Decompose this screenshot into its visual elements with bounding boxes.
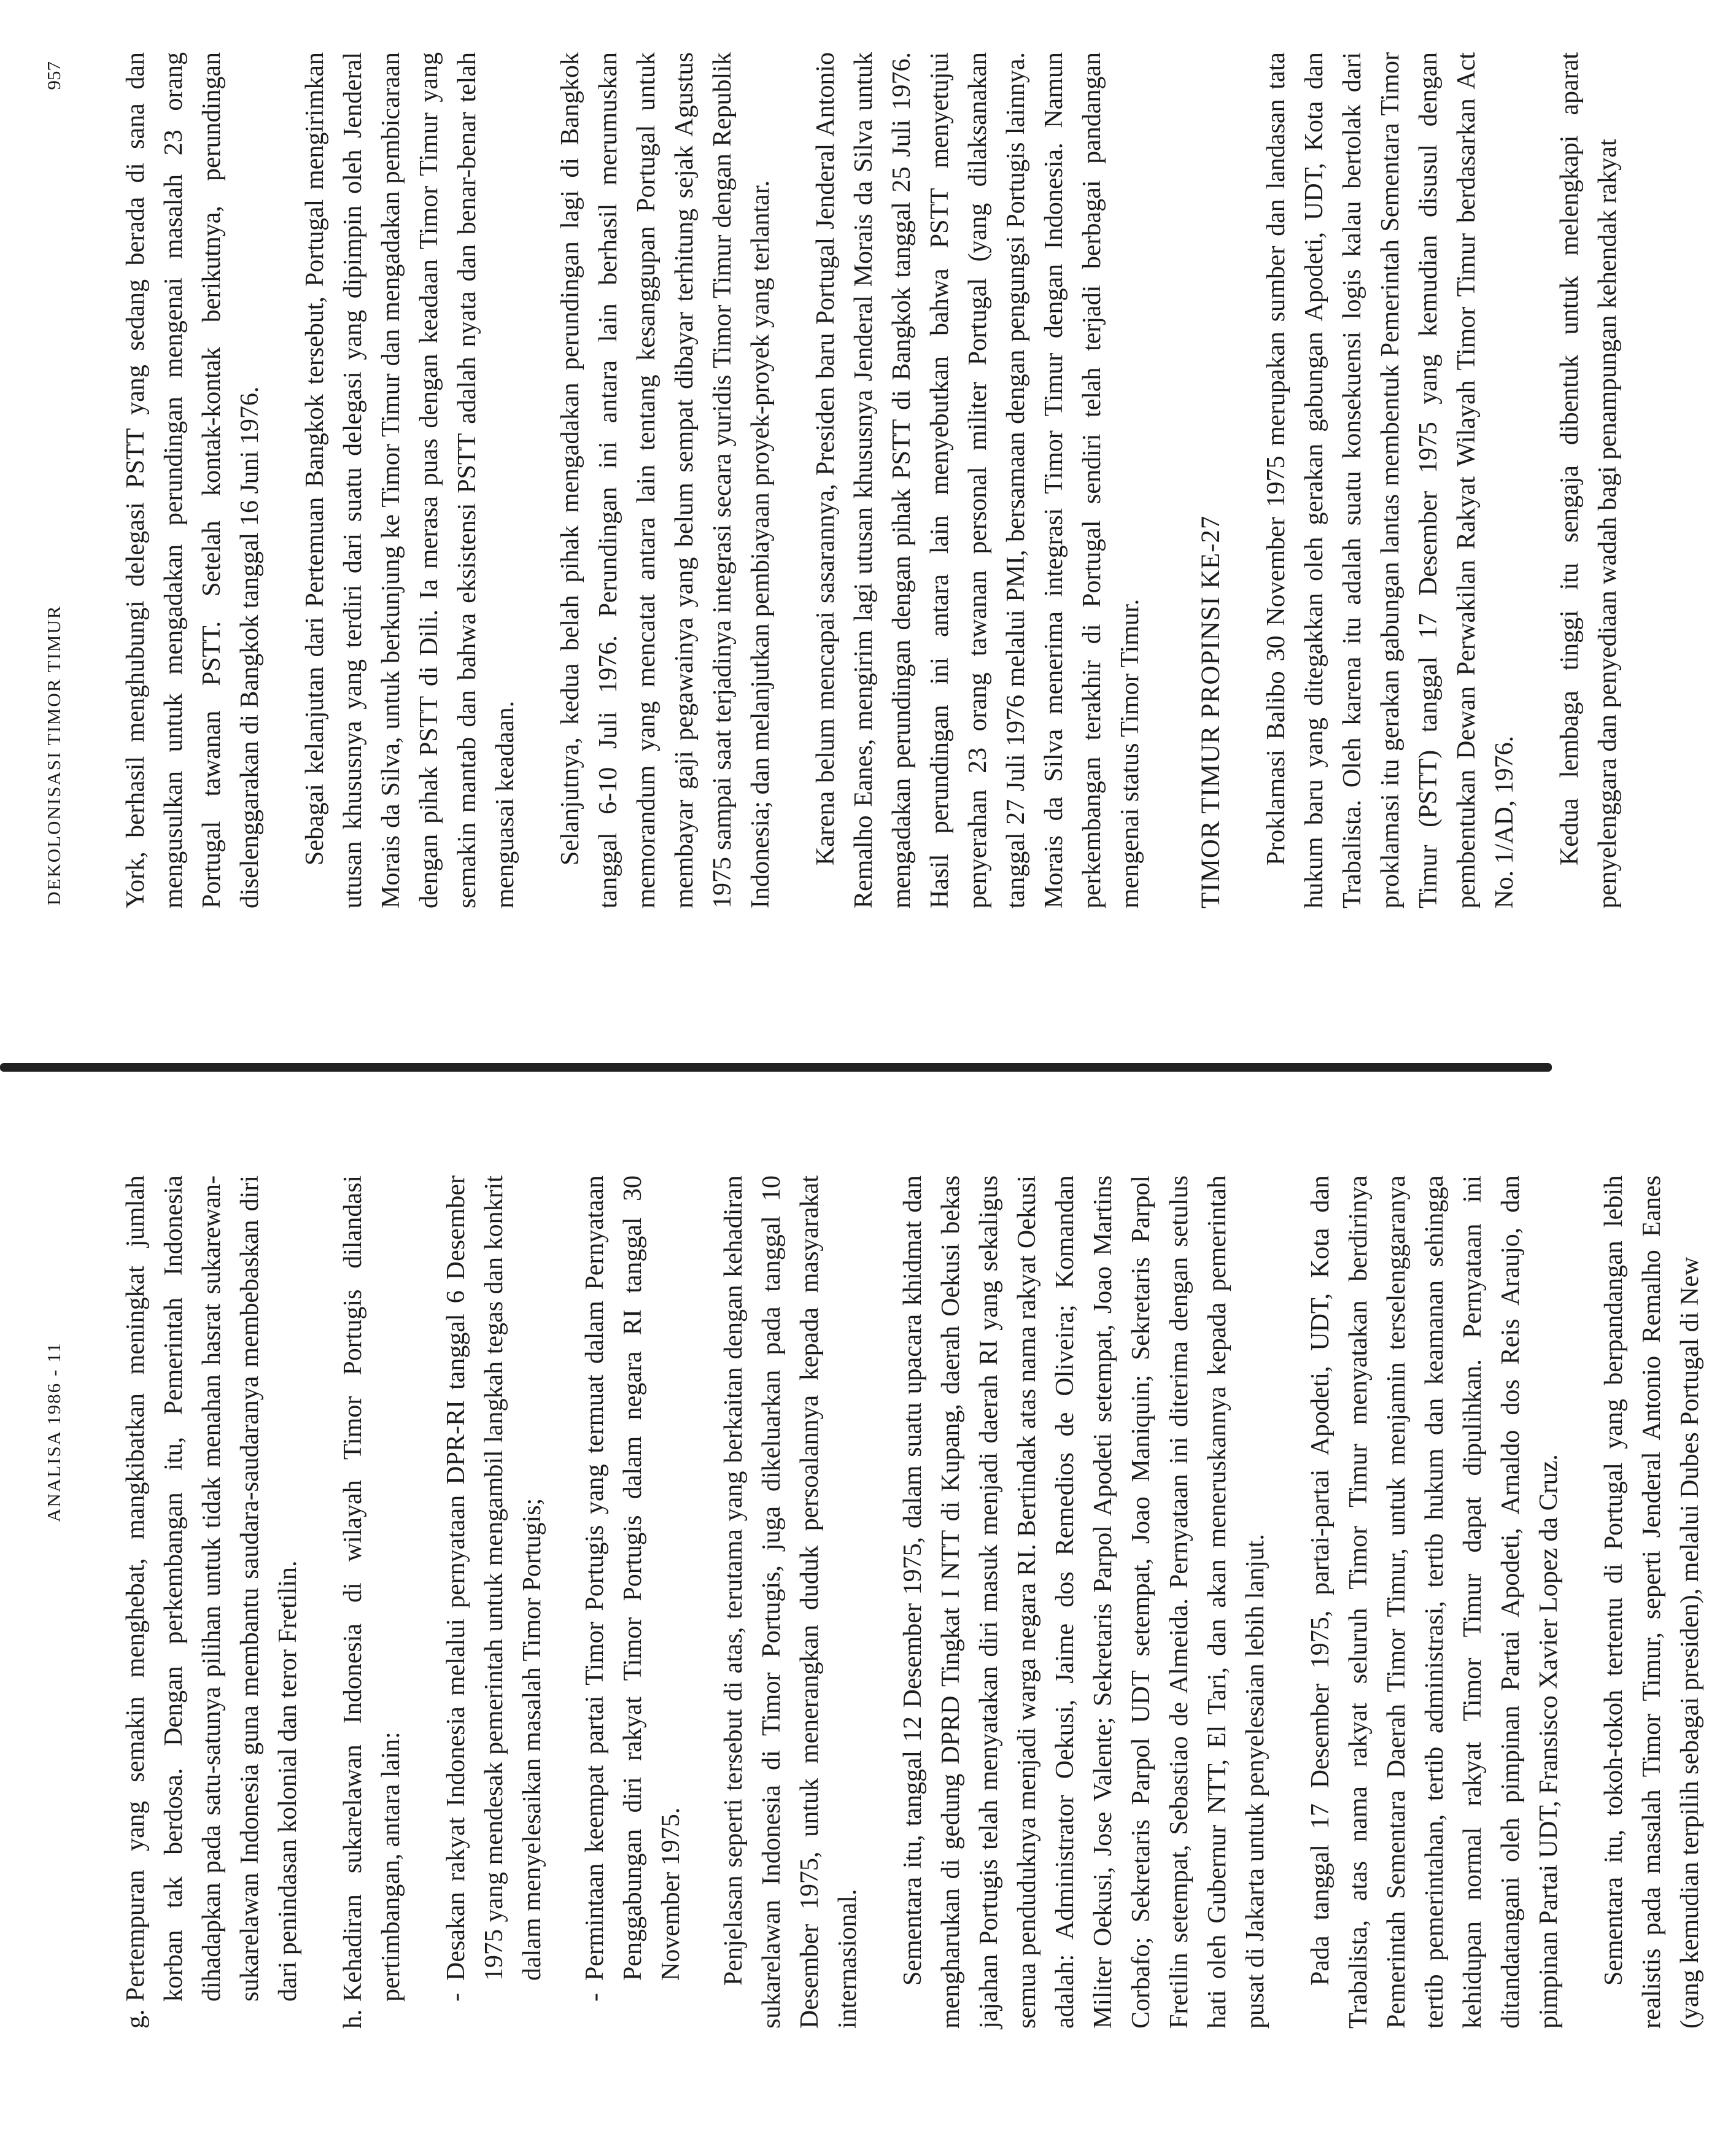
sub-list-marker: - bbox=[442, 1993, 470, 2002]
right-text-column bbox=[117, 52, 1654, 908]
running-head: ANALISA 1986 - 11 bbox=[43, 1342, 64, 1522]
section-heading: TIMOR TIMUR PROPINSI KE-27 bbox=[1196, 515, 1225, 908]
list-marker: g. bbox=[122, 2009, 150, 2029]
sub-list-item-text: Desakan rakyat Indonesia melalui pernyataan DPR-RI tanggal 6 Desember 1975 yang mendesak pemerintah untuk mengambil langkah tegas dan konkrit dalam menyelesaikan masalah Timor Portugis; bbox=[442, 1175, 546, 1981]
paragraph: Kedua lembaga tinggi itu sengaja dibentuk untuk melengkapi aparat penyelenggara dan penyediaan wadah bagi penampungan kehendak rakyat bbox=[1556, 52, 1622, 908]
sub-list-item bbox=[437, 1175, 551, 2002]
list-marker: h. bbox=[339, 2009, 367, 2029]
left-text-column bbox=[117, 1175, 1736, 2029]
paragraph: Proklamasi Balibo 30 November 1975 merupakan sumber dan landasan tata hukum baru yang ditegakkan oleh gerakan gabungan Apodeti, UDT, Kota dan Trabalista. Oleh karena itu adalah suatu konsekuensi logis kalau bertolak dari proklamasi itu gerakan gabungan lantas membentuk Pemerintah Sementara Timor Timur (PSTT) tanggal 17 Desember 1975 yang kemudian disusul dengan pembentukan Dewan Perwakilan Rakyat Wilayah Timor Timur berdasarkan Act No. 1/AD, 1976. bbox=[1262, 52, 1519, 908]
sub-list-item-text: Permintaan keempat partai Timor Portugis yang termuat dalam Pernyataan Penggabungan diri rakyat Timor Portugis dalam negara RI tanggal 30 November 1975. bbox=[581, 1175, 685, 1981]
list-item-text: Pertempuran yang semakin menghebat, mangkibatkan meningkat jumlah korban tak berdosa. Dengan perkembangan itu, Pemerintah Indonesia dihadapkan pada satu-satunya pilihan untuk tidak menahan hasrat sukarewan-sukarelawan Indonesia guna membantu saudara-saudaranya membebaskan diri dari penindasan kolonial dan teror Fretilin. bbox=[122, 1175, 302, 2002]
running-head: DEKOLONISASI TIMOR TIMUR bbox=[43, 605, 64, 905]
paragraph: Sebagai kelanjutan dari Pertemuan Bangkok tersebut, Portugal mengirimkan utusan khususnya yang terdiri dari suatu delegasi yang dipimpin oleh Jenderal Morais da Silva, untuk berkunjung ke Timor Timur dan mengadakan pembicaraan dengan pihak PSTT di Dili. Ia merasa puas dengan keadaan Timor Timur yang semakin mantab dan bahwa eksistensi PSTT adalah nyata dan benar-benar telah menguasai keadaan. bbox=[301, 52, 519, 908]
paragraph: Sementara itu, tokoh-tokoh tertentu di Portugal yang berpandangan lebih realistis pada masalah Timor Timur, seperti Jenderal Antonio Remalho Eanes (yang kemudian terpilih sebagai presiden), melalui Dubes Portugal di New bbox=[1600, 1175, 1704, 2029]
book-gutter bbox=[0, 1037, 1552, 1099]
page-number: 957 bbox=[43, 61, 64, 90]
sub-list-marker: - bbox=[581, 1993, 609, 2002]
right-page bbox=[0, 0, 1622, 1037]
paragraph: Sementara itu, tanggal 12 Desember 1975, dalam suatu upacara khidmat dan mengharukan di gedung DPRD Tingkat I NTT di Kupang, daerah Oekusi bekas jajahan Portugis telah menyatakan diri masuk menjadi daerah RI yang sekaligus semua penduduknya menjadi warga negara RI. Bertindak atas nama rakyat Oekusi adalah: Administrator Oekusi, Jaime dos Remedios de Oliveira; Komandan Militer Oekusi, Jose Valente; Sekretaris Parpol Apodeti setempat, Joao Martins Corbafo; Sekretaris Parpol UDT setempat, Joao Maniquin; Sekretaris Parpol Fretilin setempat, Sebastiao de Almeida. Pernyataan ini diterima dengan setulus hati oleh Gubernur NTT, El Tari, dan akan meneruskannya kepada pemerintah pusat di Jakarta untuk penyelesaian lebih lanjut. bbox=[899, 1175, 1269, 2029]
list-item-text: Kehadiran sukarelawan Indonesia di wilayah Timor Portugis dilandasi pertimbangan, antara lain: bbox=[339, 1175, 405, 2002]
paragraph: York, berhasil menghubungi delegasi PSTT yang sedang berada di sana dan mengusulkan untuk mengadakan perundingan mengenai masalah 23 orang Portugal tawanan PSTT. Setelah kontak-kontak berikutnya, perundingan diselenggarakan di Bangkok tanggal 16 Juni 1976. bbox=[122, 52, 264, 908]
paragraph: Selanjutnya, kedua belah pihak mengadakan perundingan lagi di Bangkok tanggal 6-10 Juli 1976. Perundingan ini antara lain berhasil merumuskan memorandum yang mencatat antara lain tentang kesanggupan Portugal untuk membayar gaji pegawainya yang belum sempat dibayar terhitung sejak Agustus 1975 sampai saat terjadinya integrasi secara yuridis Timor Timur dengan Republik Indonesia; dan melanjutkan pembiayaan proyek-proyek yang terlantar. bbox=[556, 52, 775, 908]
sub-list-item bbox=[576, 1175, 690, 2002]
list-item-h bbox=[334, 1175, 410, 2029]
paragraph: Penjelasan seperti tersebut di atas, terutama yang berkaitan dengan kehadiran sukarelawan Indonesia di Timor Portugis, juga dikeluarkan pada tanggal 10 Desember 1975, untuk menerangkan duduk persoalannya kepada masyarakat internasional. bbox=[719, 1175, 862, 2029]
paragraph: Karena belum mencapai sasarannya, Presiden baru Portugal Jenderal Antonio Remalho Eanes, mengirim lagi utusan khususnya Jenderal Morais da Silva untuk mengadakan perundingan dengan pihak PSTT di Bangkok tanggal 25 Juli 1976. Hasil perundingan ini antara lain menyebutkan bahwa PSTT menyetujui penyerahan 23 orang tawanan personal militer Portugal (yang dilaksanakan tanggal 27 Juli 1976 melalui PMI, bersamaan dengan pengungsi Portugis lainnya. Morais da Silva menerima integrasi Timor Timur dengan Indonesia. Namun perkembangan terakhir di Portugal sendiri telah terjadi berbagai pandangan mengenai status Timor Timur. bbox=[812, 52, 1144, 908]
list-item-g bbox=[117, 1175, 307, 2029]
gutter-shadow bbox=[0, 1063, 1552, 1072]
paragraph: Pada tanggal 17 Desember 1975, partai-partai Apodeti, UDT, Kota dan Trabalista, atas nama rakyat seluruh Timor Timur menyatakan berdirinya Pemerintah Sementara Daerah Timor Timur, untuk menjamin terselenggaranya tertib pemerintahan, tertib administrasi, tertib hukum dan keamanan sehingga kehidupan normal rakyat Timor Timur dapat dipulihkan. Pernyataan ini ditandatangani oleh pimpinan Partai Apodeti, Arnaldo dos Reis Araujo, dan pimpinan Partai UDT, Fransisco Xavier Lopez da Cruz. bbox=[1306, 1175, 1563, 2029]
left-page bbox=[0, 1099, 1704, 2136]
